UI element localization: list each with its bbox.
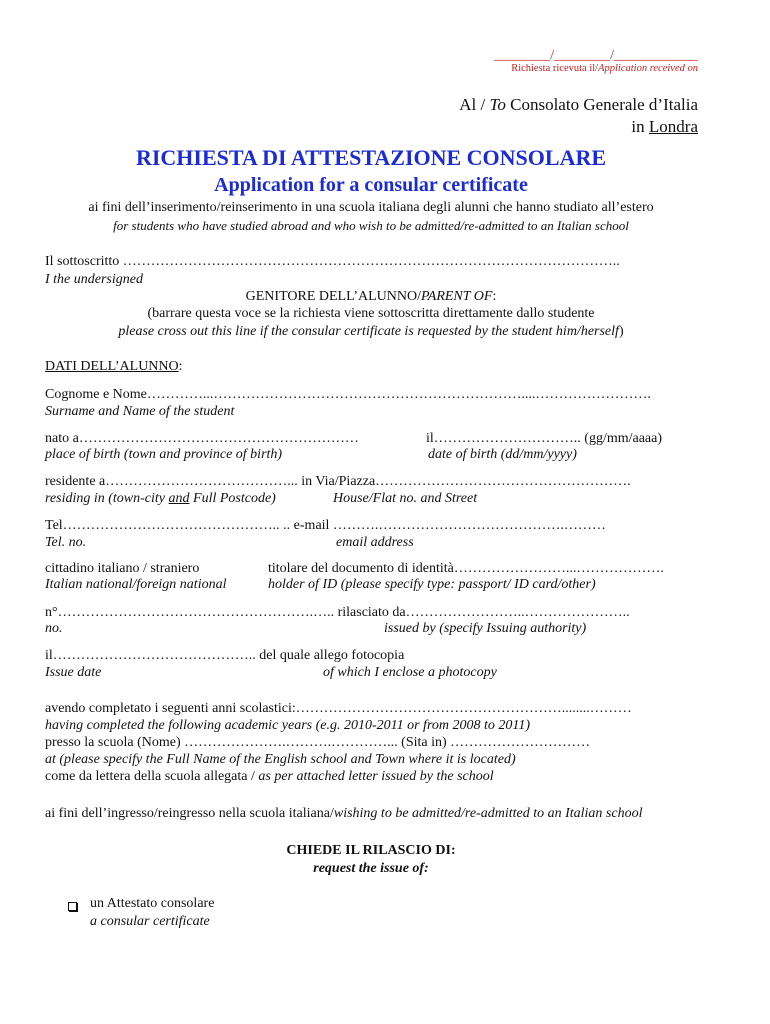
dob-label-en: date of birth (dd/mm/yyyy) [428,447,577,462]
school-years-field[interactable]: avendo completato i seguenti anni scolastici:…………………………………………………........……… [45,701,632,716]
school-years-label-en: having completed the following academic years (e.g. 2010-2011 or from 2008 to 2011) [45,718,530,733]
id-document-label-en: holder of ID (please specify type: passport/ ID card/other) [268,577,596,592]
student-data-heading: DATI DELL’ALUNNO: [45,359,183,374]
received-note-en: Application received on [598,63,698,74]
addressee [459,94,698,138]
issue-date-label-en: Issue date [45,665,102,680]
id-number-label-en: no. [45,621,63,636]
birthplace-label-en: place of birth (town and province of birth) [45,447,283,462]
cross-out-note-it: (barrare questa voce se la richiesta viene sottoscritta direttamente dallo studente [147,306,595,321]
request-heading-it: CHIEDE IL RILASCIO DI: [286,843,456,858]
cross-out-note-en: please cross out this line if the consular certificate is requested by the student him/herself) [118,324,624,339]
admission-purpose-line: ai fini dell’ingresso/reingresso nella scuola italiana/wishing to be admitted/re-admitted to an Italian school [45,806,643,821]
id-document-field[interactable]: titolare del documento di identità……………………...………………. [268,561,664,576]
surname-field[interactable]: Cognome e Nome…………...…………………………………………………………....……………………. [45,387,651,402]
purpose-it: ai fini dell’inserimento/reinserimento in una scuola italiana degli alunni che hanno studiato all’estero [88,200,654,215]
citizenship-field[interactable]: cittadino italiano / straniero [45,561,200,576]
undersigned-label-en: I the undersigned [45,272,143,287]
parent-of-line: GENITORE DELL’ALUNNO/PARENT OF: [245,289,497,304]
dob-field[interactable]: il………………………….. (gg/mm/aaaa) [426,431,663,446]
option-consular-certificate-it: un Attestato consolare [90,896,215,911]
street-label-en: House/Flat no. and Street [333,491,478,506]
request-heading-en: request the issue of: [313,861,429,876]
id-number-field[interactable]: n°……………………………………………….….. rilasciato da……………………..………………….. [45,605,630,620]
issue-date-field[interactable]: il…………………………………….. del quale allego fotocopia [45,648,405,663]
tel-label-en: Tel. no. [45,535,87,550]
surname-label-en: Surname and Name of the student [45,404,235,419]
email-label-en: email address [336,535,414,550]
birthplace-field[interactable]: nato a…………………………………………………… [45,431,359,446]
school-name-label-en: at (please specify the Full Name of the English school and Town where it is located) [45,752,516,767]
received-date-placeholder: ________/________/____________ [494,48,698,63]
consular-certificate-checkbox[interactable] [68,902,77,911]
addressee-line-1: Al / To Consolato Generale d’Italia [459,95,698,114]
tel-email-field[interactable]: Tel……………………………………….. .. e-mail ……….………………………………….……… [45,518,606,533]
citizenship-label-en: Italian national/foreign national [45,577,227,592]
received-note [511,63,698,74]
school-name-field[interactable]: presso la scuola (Nome) ………………….……….…………... (Sita in) ………………………… [45,735,591,750]
issued-by-label-en: issued by (specify Issuing authority) [384,621,587,636]
document-title-en: Application for a consular certificate [214,174,528,196]
undersigned-field[interactable]: Il sottoscritto …………………………………………………………………………………………….. [45,254,620,269]
addressee-line-2: in Londra [631,117,698,136]
residence-field[interactable]: residente a…………………………………... in Via/Piazza………………………………………………. [45,474,631,489]
residence-label-en: residing in (town-city and Full Postcode) [45,491,276,506]
purpose-en: for students who have studied abroad and who wish to be admitted/re-admitted to an Italian school [113,218,629,233]
photocopy-label-en: of which I enclose a photocopy [323,665,497,680]
received-date-line[interactable] [494,48,698,64]
option-consular-certificate-en: a consular certificate [90,914,210,929]
document-title-it: RICHIESTA DI ATTESTAZIONE CONSOLARE [135,145,607,170]
received-note-it: Richiesta ricevuta il/ [511,63,599,74]
school-letter-line: come da lettera della scuola allegata / as per attached letter issued by the school [45,769,494,784]
